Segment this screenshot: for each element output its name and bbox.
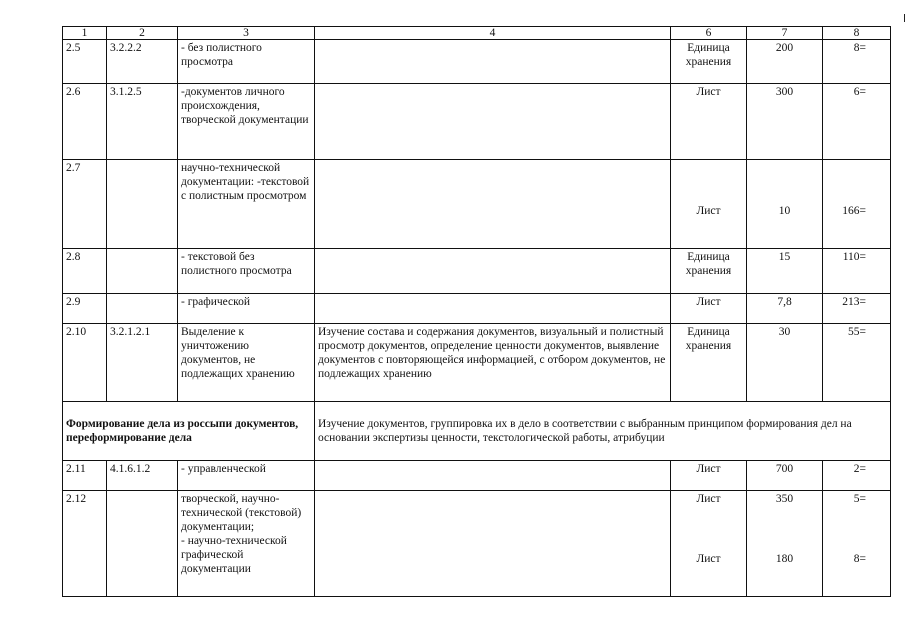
row-code: 3.2.2.2	[107, 40, 178, 84]
section-row	[63, 402, 891, 461]
row-norm-b: 8=	[853, 553, 866, 565]
row-work-type: - текстовой без полистного просмотра	[178, 249, 315, 294]
row-work-type	[178, 491, 315, 597]
table-row	[63, 294, 891, 324]
column-header: 8	[823, 27, 891, 40]
row-description	[315, 84, 671, 160]
row-unit: Лист	[671, 294, 747, 324]
row-work-type: Выделение к уничтожению документов, не подлежащих хранению	[178, 324, 315, 402]
row-norm: 6=	[823, 84, 891, 160]
table-row	[63, 84, 891, 160]
row-quantity: 300	[747, 84, 823, 160]
row-code	[107, 294, 178, 324]
row-quantity: 30	[747, 324, 823, 402]
row-unit: Лист	[671, 461, 747, 491]
row-unit: Единица хранения	[671, 249, 747, 294]
row-work-type: - без полистного просмотра	[178, 40, 315, 84]
row-number: 2.5	[63, 40, 107, 84]
row-quantity: 15	[747, 249, 823, 294]
row-norm: 213=	[823, 294, 891, 324]
row-number: 2.12	[63, 491, 107, 597]
column-header: 6	[671, 27, 747, 40]
row-quantity	[747, 491, 823, 597]
row-work-type: - управленческой	[178, 461, 315, 491]
row-work-type: научно-технической документации: -текстовой с полистным просмотром	[178, 160, 315, 249]
row-quantity: 10	[747, 160, 823, 249]
table-row	[63, 160, 891, 249]
row-number: 2.10	[63, 324, 107, 402]
row-description	[315, 491, 671, 597]
row-unit: Единица хранения	[671, 40, 747, 84]
column-header: 1	[63, 27, 107, 40]
table-row	[63, 461, 891, 491]
row-unit-b: Лист	[696, 553, 721, 565]
column-header: 4	[315, 27, 671, 40]
row-description	[315, 160, 671, 249]
row-code: 3.1.2.5	[107, 84, 178, 160]
row-norm: 110=	[823, 249, 891, 294]
row-code: 4.1.6.1.2	[107, 461, 178, 491]
row-description	[315, 461, 671, 491]
row-description	[315, 249, 671, 294]
row-work-type: - графической	[178, 294, 315, 324]
row-description	[315, 40, 671, 84]
row-work-type-part-b: - научно-технической графической документации	[181, 535, 287, 575]
row-code	[107, 491, 178, 597]
row-number: 2.11	[63, 461, 107, 491]
table-row	[63, 491, 891, 597]
section-description: Изучение документов, группировка их в дело в соответствии с выбранным принципом формирования дел на основании экспертизы ценности, текстологической работы, атрибуции	[315, 402, 891, 461]
row-code	[107, 249, 178, 294]
row-norm: 2=	[823, 461, 891, 491]
row-norm: 55=	[823, 324, 891, 402]
column-header: 7	[747, 27, 823, 40]
row-number: 2.6	[63, 84, 107, 160]
row-description	[315, 294, 671, 324]
row-quantity-a: 350	[775, 493, 794, 505]
row-number: 2.8	[63, 249, 107, 294]
norms-table	[62, 26, 891, 597]
row-unit	[671, 491, 747, 597]
row-norm	[823, 491, 891, 597]
column-header: 2	[107, 27, 178, 40]
table-row	[63, 324, 891, 402]
column-number-row	[63, 27, 891, 40]
row-norm: 8=	[823, 40, 891, 84]
row-description: Изучение состава и содержания документов, визуальный и полистный просмотр документов, определение ценности документов, выявление документов с повторяющейся информацией, с отбором документов, не подлежащих хранению	[315, 324, 671, 402]
row-number: 2.7	[63, 160, 107, 249]
row-quantity-b: 180	[775, 553, 794, 565]
row-work-type: -документов личного происхождения, творческой документации	[178, 84, 315, 160]
table-row	[63, 40, 891, 84]
row-unit-a: Лист	[696, 493, 721, 505]
row-code	[107, 160, 178, 249]
column-header: 3	[178, 27, 315, 40]
table-row	[63, 249, 891, 294]
row-norm: 166=	[823, 160, 891, 249]
row-unit: Лист	[671, 84, 747, 160]
row-quantity: 700	[747, 461, 823, 491]
row-norm-a: 5=	[853, 493, 866, 505]
row-quantity: 200	[747, 40, 823, 84]
row-quantity: 7,8	[747, 294, 823, 324]
section-title: Формирование дела из россыпи документов, переформирование дела	[63, 402, 315, 461]
row-unit: Лист	[671, 160, 747, 249]
row-work-type-part-a: творческой, научно-технической (текстовой) документации;	[181, 493, 302, 533]
row-number: 2.9	[63, 294, 107, 324]
row-code: 3.2.1.2.1	[107, 324, 178, 402]
row-unit: Единица хранения	[671, 324, 747, 402]
